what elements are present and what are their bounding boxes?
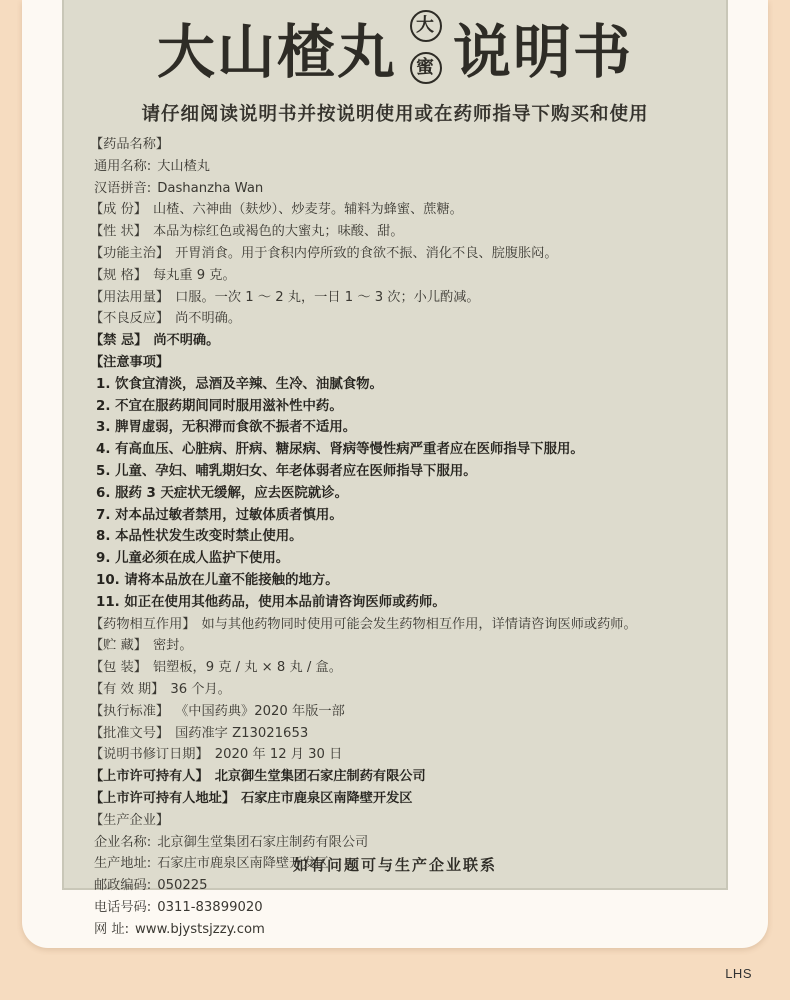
validity-row: [90, 679, 720, 701]
adverse-row: [90, 308, 720, 330]
field-value: Dashanzha Wan: [157, 180, 264, 196]
packaging-row: [90, 657, 720, 679]
standard-row: [90, 701, 720, 723]
brand-mark: LHS: [725, 966, 752, 981]
field-value: 密封。: [152, 638, 193, 654]
document-body: [90, 134, 720, 940]
field-label: 【成 份】: [90, 202, 147, 218]
precaution-item: 2. 不宜在服药期间同时服用滋补性中药。: [96, 398, 343, 414]
interactions-row: [90, 614, 720, 636]
ingredients-row: [90, 199, 720, 221]
precaution-item: 5. 儿童、孕妇、哺乳期妇女、年老体弱者应在医师指导下服用。: [96, 463, 477, 479]
phone-row: [90, 897, 720, 919]
field-value: 石家庄市鹿泉区南降壁开发区: [157, 856, 329, 872]
field-label: 【执行标准】: [90, 703, 170, 719]
contact-note: 如有问题可与生产企业联系: [292, 856, 497, 874]
pinyin-name-row: [90, 178, 720, 200]
field-label: 【性 状】: [90, 224, 147, 240]
field-label: 【上市许可持有人地址】: [90, 790, 236, 806]
field-label: 【有 效 期】: [90, 681, 165, 697]
field-value: 本品为棕红色或褐色的大蜜丸；味酸、甜。: [152, 224, 404, 240]
field-label: 【包 装】: [90, 660, 147, 676]
field-value: 尚不明确。: [153, 333, 220, 349]
mah-row: [90, 766, 720, 788]
website-row: [90, 919, 720, 941]
field-label: 邮政编码:: [94, 878, 152, 894]
document-title: [64, 6, 726, 88]
precaution-item: 7. 对本品过敏者禁用，过敏体质者慎用。: [96, 507, 343, 523]
field-value: 北京御生堂集团石家庄制药有限公司: [214, 769, 426, 785]
field-label: 【用法用量】: [90, 289, 170, 305]
section-drug-name: 【药品名称】: [90, 137, 170, 152]
field-label: 【功能主治】: [90, 245, 170, 261]
precaution-item: 6. 服药 3 天症状无缓解，应去医院就诊。: [96, 485, 348, 501]
company-name-row: [90, 832, 720, 854]
precaution-item: 8. 本品性状发生改变时禁止使用。: [96, 529, 303, 545]
field-label: 生产地址:: [94, 856, 152, 872]
field-value: 石家庄市鹿泉区南降壁开发区: [241, 790, 413, 806]
precaution-item: 9. 儿童必须在成人监护下使用。: [96, 551, 290, 567]
precaution-item: 4. 有高血压、心脏病、肝病、糖尿病、肾病等慢性病严重者应在医师指导下服用。: [96, 442, 584, 458]
field-label: 【说明书修订日期】: [90, 747, 209, 763]
field-label: 【上市许可持有人】: [90, 769, 209, 785]
properties-row: [90, 221, 720, 243]
field-value: 每丸重 9 克。: [152, 267, 236, 283]
specification-row: [90, 265, 720, 287]
field-value: 如与其他药物同时使用可能会发生药物相互作用，详情请咨询医师或药师。: [201, 616, 637, 632]
field-label: 【贮 藏】: [90, 638, 147, 654]
field-value: 开胃消食。用于食积内停所致的食欲不振、消化不良、脘腹胀闷。: [175, 245, 558, 261]
field-value: 山楂、六神曲（麸炒）、炒麦芽。辅料为蜂蜜、蔗糖。: [152, 202, 463, 218]
field-label: 电话号码:: [94, 899, 152, 915]
field-value: 尚不明确。: [175, 311, 242, 327]
precaution-item: 1. 饮食宜清淡，忌酒及辛辣、生冷、油腻食物。: [96, 376, 383, 392]
revision-date-row: [90, 744, 720, 766]
storage-row: [90, 635, 720, 657]
field-label: 网 址:: [94, 921, 130, 937]
postcode-row: [90, 875, 720, 897]
precaution-item: 11. 如正在使用其他药品，使用本品前请咨询医师或药师。: [96, 594, 446, 610]
seal-char: 蜜: [410, 52, 442, 84]
field-label: 【药物相互作用】: [90, 616, 196, 632]
field-label: 【禁 忌】: [90, 333, 148, 349]
contraindications-row: [90, 330, 720, 352]
field-label: 汉语拼音:: [94, 180, 152, 196]
field-label: 【规 格】: [90, 267, 147, 283]
precautions-label: 【注意事项】: [90, 354, 170, 370]
field-value: www.bjystsjzzy.com: [135, 921, 265, 937]
title-right: 说明书: [453, 18, 634, 86]
field-value: 口服。一次 1 ～ 2 丸，一日 1 ～ 3 次；小儿酌减。: [175, 289, 480, 305]
field-value: 0311-83899020: [157, 899, 263, 915]
field-label: 企业名称:: [94, 834, 152, 850]
field-value: 36 个月。: [170, 681, 231, 697]
seal-char: 大: [410, 10, 442, 42]
dosage-row: [90, 287, 720, 309]
document-subtitle: 请仔细阅读说明书并按说明使用或在药师指导下购买和使用: [141, 104, 649, 125]
field-value: 《中国药典》2020 年版一部: [175, 703, 345, 719]
approval-row: [90, 723, 720, 745]
precaution-item: 3. 脾胃虚弱，无积滞而食欲不振者不适用。: [96, 420, 357, 436]
manufacturer-label: 【生产企业】: [90, 812, 170, 828]
field-value: 国药准字 Z13021653: [175, 725, 309, 741]
instruction-sheet: [62, 0, 728, 937]
field-label: 通用名称:: [94, 158, 152, 174]
title-seal: [407, 10, 445, 84]
field-value: 大山楂丸: [157, 158, 210, 174]
generic-name-row: [90, 156, 720, 178]
field-value: 北京御生堂集团石家庄制药有限公司: [157, 834, 369, 850]
precaution-item: 10. 请将本品放在儿童不能接触的地方。: [96, 572, 339, 588]
field-value: 铝塑板，9 克 / 丸 × 8 丸 / 盒。: [152, 660, 342, 676]
title-left: 大山楂丸: [156, 18, 397, 86]
field-label: 【不良反应】: [90, 311, 170, 327]
field-label: 【批准文号】: [90, 725, 170, 741]
indications-row: [90, 243, 720, 265]
mah-address-row: [90, 788, 720, 810]
field-value: 2020 年 12 月 30 日: [214, 747, 343, 763]
field-value: 050225: [157, 878, 208, 894]
